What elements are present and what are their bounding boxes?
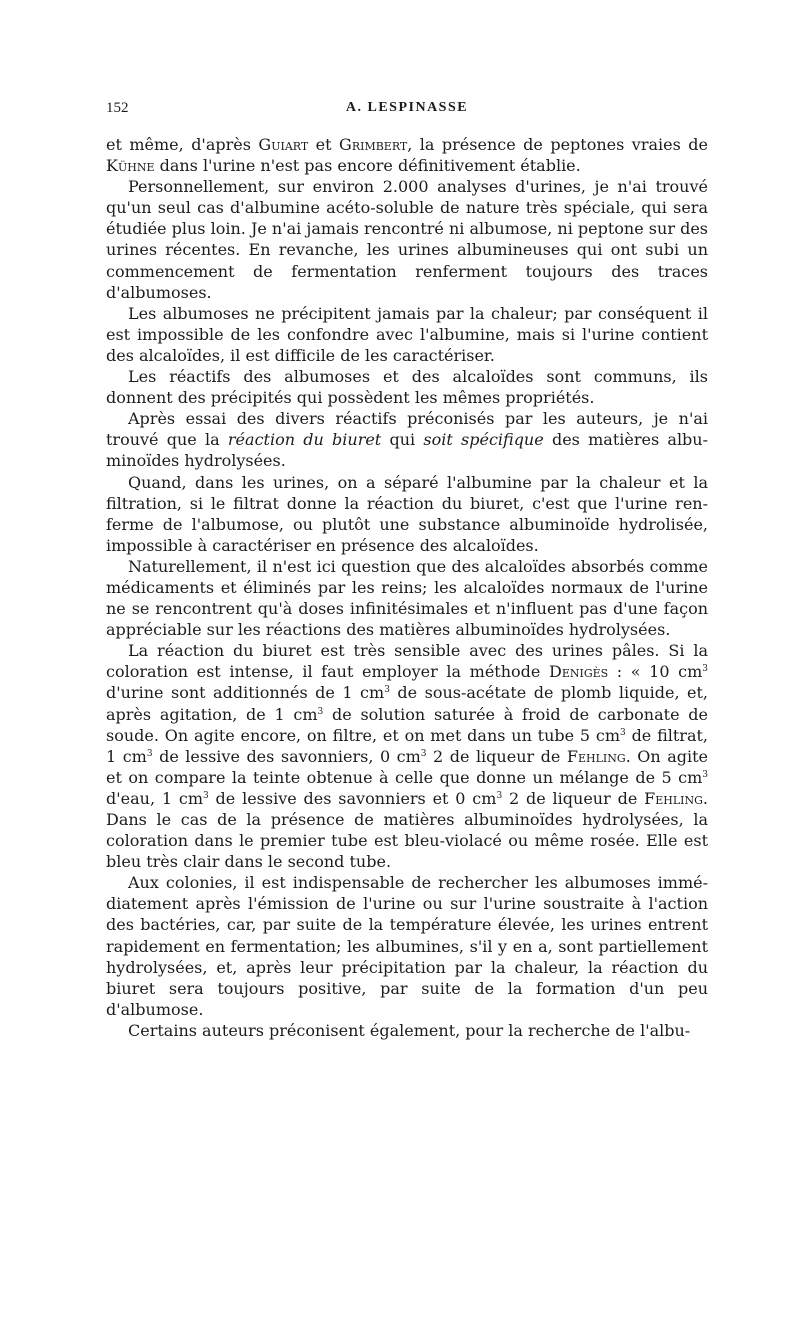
author-name: Grimbert [339,135,408,154]
paragraph-9: Aux colonies, il est indispensable de rechercher les albumoses immédiatement après l'émission de l'urine ou sur l'urine soustraite à l'action des bactéries, car, par suite de la température élevée, les urines entrent rapidement en fermentation; les albumines, s'il y en a, sont partiellement hydrolysées, et, après leur précipitation par la chaleur, la réaction du biuret sera toujours positive, par suite de la formation d'un peu d'albumose. [106,873,708,1019]
paragraph-2: Personnellement, sur environ 2.000 analyses d'urines, je n'ai trouvé qu'un seul cas d'albumine acéto-soluble de nature très spéciale, qui sera étudiée plus loin. Je n'ai jamais rencontré ni albumose, ni peptone sur des urines récentes. En revanche, les urines albumineuses qui ont subi un commencement de fermentation renferment toujours des traces d'albumoses. [106,177,708,302]
running-head: A. LESPINASSE [345,100,469,115]
paragraph-6: Quand, dans les urines, on a séparé l'albumine par la chaleur et la filtration, si le filtrat donne la réaction du biuret, c'est que l'urine renferme de l'albumose, ou plutôt une substance albuminoïde hydrolisée, impossible à caractériser en présence des alcaloïdes. [106,472,708,555]
page-number: 152 [106,100,129,116]
paragraph-8: La réaction du biuret est très sensible avec des urines pâles. Si la coloration est intense, il faut employer la méthode Denigès : « 10 $cm^3$ d'urine sont additionnés de 1 $cm^3$ de sous-acétate de plomb liquide, et, après agitation, de 1 $cm^3$ de solution saturée à froid de carbonate de soude. On agite encore, on filtre, et on met dans un tube 5 $cm^3$ de filtrat, 1 $cm^3$ de lessive des savonniers, 0 $cm^3$ 2 de liqueur de Fehling. On agite et on compare la teinte obtenue à celle que donne un mélange de 5 $cm^3$ d'eau, 1 $cm^3$ de lessive des savonniers et 0 $cm^3$ 2 de liqueur de Fehling. Dans le cas de la présence de matières albuminoïdes hydrolysées, la coloration dans le premier tube est bleu-violacé ou même rosée. Elle est bleu très clair dans le second tube. [106,641,709,872]
exponent: 3 [702,769,708,780]
body-text [106,134,708,1041]
exponent: 3 [146,748,153,759]
author-name: Guiart [258,135,309,154]
paragraph-7: Naturellement, il n'est ici question que des alcaloïdes absorbés comme médicaments et éliminés par les reins; les alcaloïdes normaux de l'urine ne se rencontrent qu'à doses infinitésimales et n'influent pas d'une façon appréciable sur les réactions des matières albuminoïdes hydrolysées. [106,556,708,640]
paragraph-3: Les albumoses ne précipitent jamais par la chaleur; par conséquent il est impossible de les confondre avec l'albumine, mais si l'urine contient des alcaloïdes, il est difficile de les caractériser. [106,303,708,365]
exponent: 3 [317,706,324,717]
author-name: Kühne [106,156,155,176]
page-header [106,100,708,124]
italic-term: réaction du biuret [227,430,382,450]
paragraph-10: Certains auteurs préconisent également, pour la recherche de l'albu- [128,1020,691,1040]
author-name: Denigès [548,662,609,682]
exponent: 3 [420,748,427,759]
paragraph-5: Après essai des divers réactifs préconisés par les auteurs, je n'ai trouvé que la réaction du biuret qui soit spécifique des matières albuminoïdes hydrolysées. [106,409,709,471]
paragraph-4: Les réactifs des albumoses et des alcaloïdes sont communs, ils donnent des précipités qui possèdent les mêmes propriétés. [106,367,708,408]
italic-term: soit spécifique [423,430,544,450]
exponent: 3 [384,685,390,696]
author-name: Fehling [566,746,626,766]
exponent: 3 [620,727,626,738]
exponent: 3 [496,790,503,801]
exponent: 3 [702,664,709,675]
author-name: Fehling [644,788,703,808]
exponent: 3 [203,790,209,801]
paragraph-1: et même, d'après Guiart et Grimbert, la présence de peptones vraies de Kühne dans l'urine n'est pas encore définitivement établie. [106,135,708,176]
